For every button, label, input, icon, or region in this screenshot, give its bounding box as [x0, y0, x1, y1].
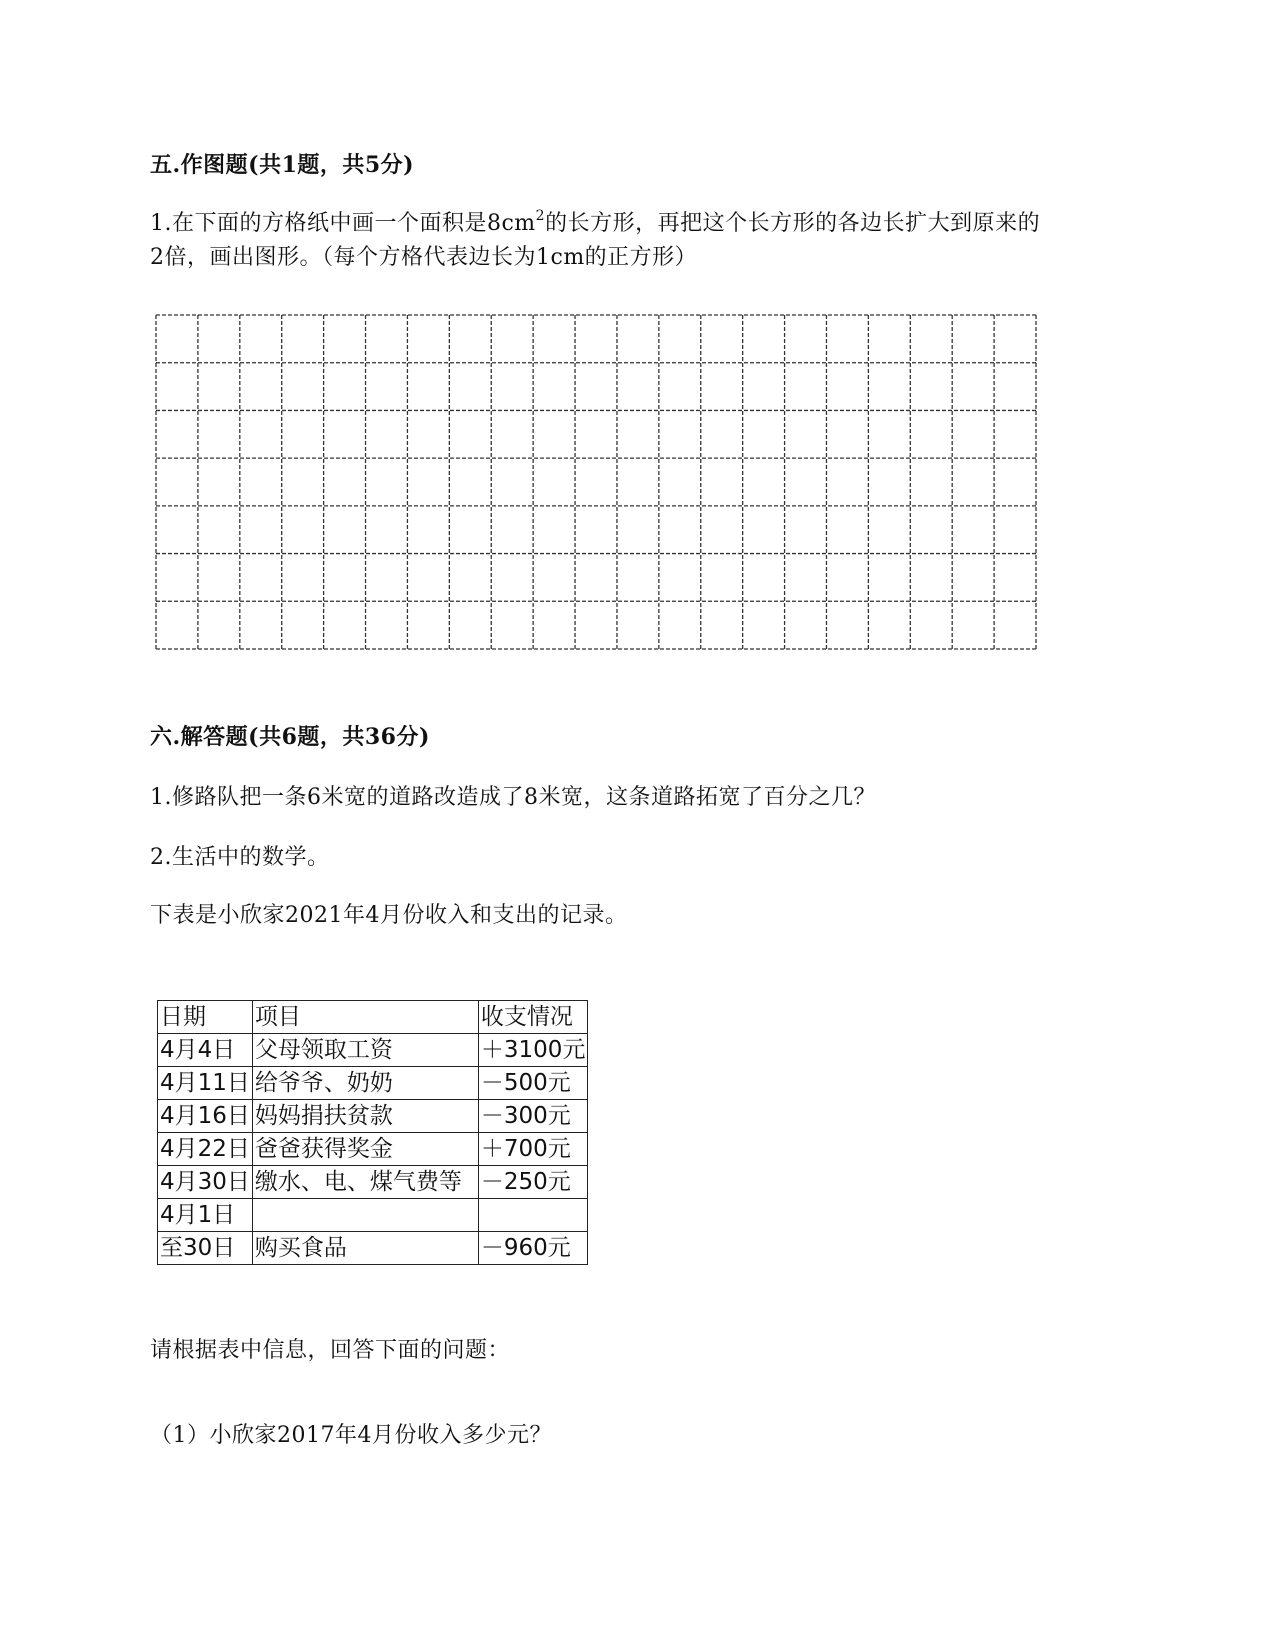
cell-amount: [478, 1199, 588, 1232]
header-date: 日期: [158, 1001, 253, 1034]
cell-item: 妈妈捐扶贫款: [252, 1100, 478, 1133]
table-header-row: [158, 1001, 588, 1034]
cell-date: 至30日: [158, 1232, 253, 1265]
cell-amount: －960元: [478, 1232, 588, 1265]
cell-item: 给爷爷、奶奶: [252, 1067, 478, 1100]
table-row: [158, 1166, 588, 1199]
cell-amount: －250元: [478, 1166, 588, 1199]
superscript-2: 2: [535, 207, 546, 224]
cell-item: 父母领取工资: [252, 1034, 478, 1067]
question-5-1: [150, 208, 1040, 240]
cell-amount: ＋3100元: [478, 1034, 588, 1067]
cell-amount: ＋700元: [478, 1133, 588, 1166]
cell-date: 4月30日: [158, 1166, 253, 1199]
question-6-2-intro: 下表是小欣家2021年4月份收入和支出的记录。: [150, 903, 628, 928]
section5-heading: 五.作图题(共1题，共5分): [150, 152, 415, 178]
cell-date: 4月16日: [158, 1100, 253, 1133]
question-5-1-line2: 2倍，画出图形。（每个方格代表边长为1cm的正方形）: [150, 245, 698, 270]
table-row: [158, 1133, 588, 1166]
question-text-cont: 的长方形，再把这个长方形的各边长扩大到原来的: [545, 211, 1041, 236]
question-6-2-prompt: 请根据表中信息，回答下面的问题：: [150, 1338, 511, 1363]
cell-item: 爸爸获得奖金: [252, 1133, 478, 1166]
cell-item: 缴水、电、煤气费等: [252, 1166, 478, 1199]
question-6-1: 1.修路队把一条6米宽的道路改造成了8米宽，这条道路拓宽了百分之几？: [150, 785, 876, 810]
header-item: 项目: [252, 1001, 478, 1034]
income-expense-table: [157, 1000, 588, 1265]
cell-date: 4月1日: [158, 1199, 253, 1232]
table-row: [158, 1100, 588, 1133]
cell-date: 4月11日: [158, 1067, 253, 1100]
cell-item: 购买食品: [252, 1232, 478, 1265]
table-row: [158, 1034, 588, 1067]
cell-date: 4月22日: [158, 1133, 253, 1166]
section6-heading: 六.解答题(共6题，共36分): [150, 724, 430, 750]
graph-paper-grid[interactable]: [154, 313, 1038, 651]
question-6-2-sub1: （1）小欣家2017年4月份收入多少元？: [150, 1423, 552, 1448]
cell-date: 4月4日: [158, 1034, 253, 1067]
header-amount: 收支情况: [478, 1001, 588, 1034]
cell-item: [252, 1199, 478, 1232]
cell-amount: －500元: [478, 1067, 588, 1100]
cell-amount: －300元: [478, 1100, 588, 1133]
table-row: [158, 1067, 588, 1100]
question-6-2: 2.生活中的数学。: [150, 845, 330, 870]
question-text: 1.在下面的方格纸中画一个面积是8cm: [150, 211, 536, 236]
table-row: [158, 1199, 588, 1232]
table-row: [158, 1232, 588, 1265]
